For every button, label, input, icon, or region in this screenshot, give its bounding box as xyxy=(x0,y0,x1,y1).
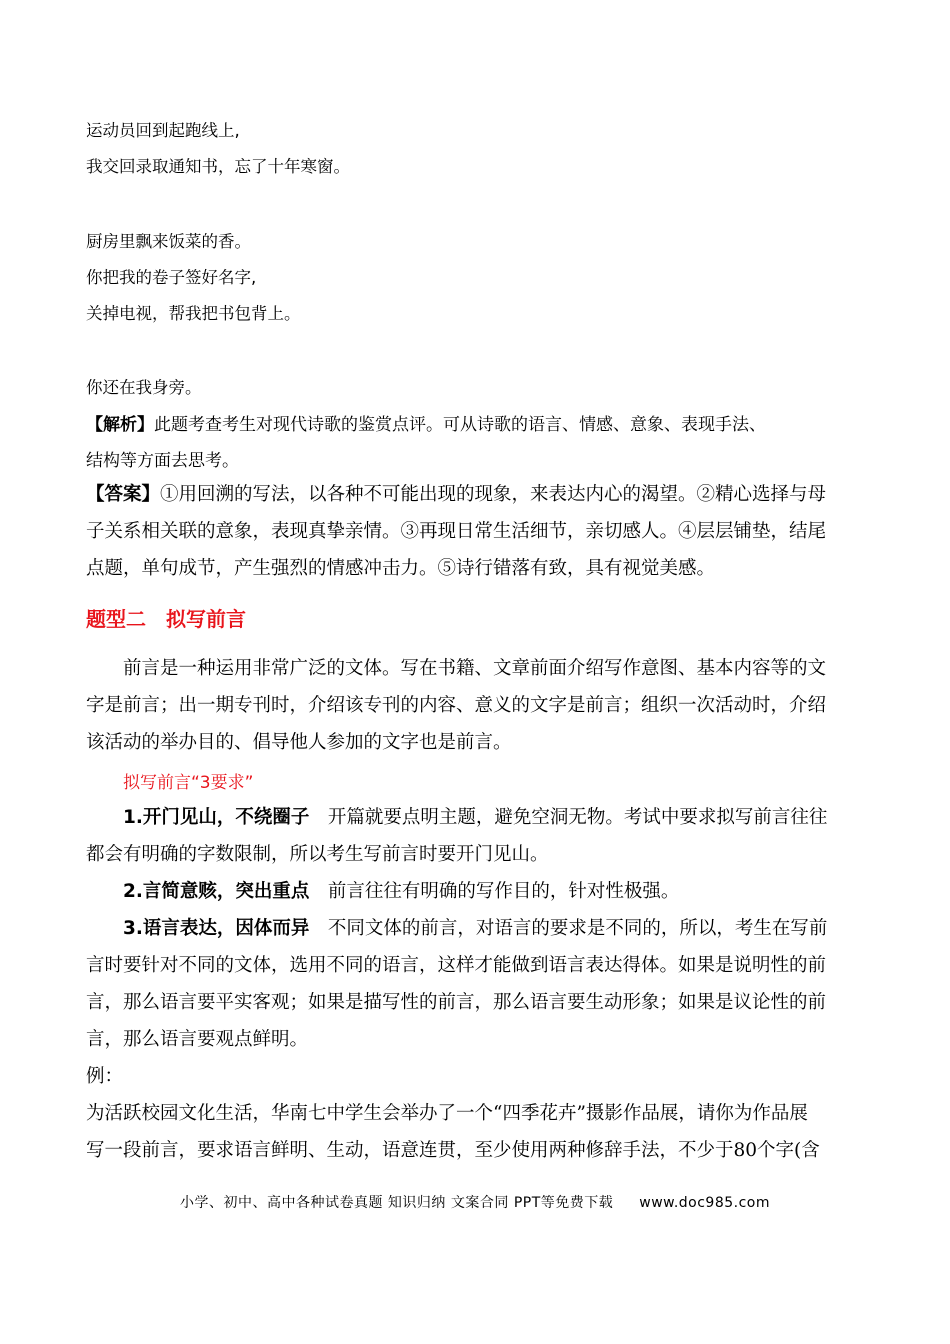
poem-line: 关掉电视，帮我把书包背上。 xyxy=(86,304,301,323)
intro-line: 该活动的举办目的、倡导他人参加的文字也是前言。 xyxy=(86,732,512,753)
answer-tag: 【答案】 xyxy=(86,484,161,505)
answer-line: 子关系相关联的意象，表现真挚亲情。③再现日常生活细节，亲切感人。④层层铺垫，结尾 xyxy=(86,521,827,542)
footer-url[interactable]: www.doc985.com xyxy=(639,1195,771,1211)
poem-line: 你把我的卷子签好名字, xyxy=(86,268,257,287)
poem-line: 运动员回到起跑线上, xyxy=(86,121,240,140)
point-text: 不同文体的前言，对语言的要求是不同的，所以，考生在写前 xyxy=(327,918,828,939)
analysis-text-2: 结构等方面去思考。 xyxy=(86,451,239,471)
section-heading: 题型二 拟写前言 xyxy=(86,607,246,631)
example-label: 例： xyxy=(86,1066,124,1087)
point-text: 都会有明确的字数限制，所以考生写前言时要开门见山。 xyxy=(86,844,549,865)
poem-line: 厨房里飘来饭菜的香。 xyxy=(86,232,251,251)
intro-line: 字是前言；出一期专刊时，介绍该专刊的内容、意义的文字是前言；组织一次活动时，介绍 xyxy=(86,695,827,716)
footer-text: 小学、初中、高中各种试卷真题 知识归纳 文案合同 PPT等免费下载 xyxy=(179,1195,614,1211)
answer-line: 点题，单句成节，产生强烈的情感冲击力。⑤诗行错落有致，具有视觉美感。 xyxy=(86,558,716,579)
point-text: 开篇就要点明主题，避免空洞无物。考试中要求拟写前言往往 xyxy=(327,807,828,828)
answer-block xyxy=(86,476,866,587)
example-line: 写一段前言，要求语言鲜明、生动，语意连贯，至少使用两种修辞手法，不少于80个字(含 xyxy=(86,1140,820,1161)
point-2 xyxy=(86,873,866,910)
point-title: 1.开门见山，不绕圈子 xyxy=(123,807,310,828)
point-text: 言时要针对不同的文体，选用不同的语言，这样才能做到语言表达得体。如果是说明性的前 xyxy=(86,955,827,976)
point-3 xyxy=(86,910,866,1058)
intro-line: 前言是一种运用非常广泛的文体。写在书籍、文章前面介绍写作意图、基本内容等的文 xyxy=(123,658,827,679)
point-text: 言，那么语言要观点鲜明。 xyxy=(86,1029,309,1050)
point-text: 言，那么语言要平实客观；如果是描写性的前言，那么语言要生动形象；如果是议论性的前 xyxy=(86,992,827,1013)
example-line: 为活跃校园文化生活，华南七中学生会举办了一个“四季花卉”摄影作品展，请你为作品展 xyxy=(86,1103,808,1124)
intro-paragraph xyxy=(86,650,866,761)
subheading: 拟写前言“3要求” xyxy=(123,773,254,793)
point-title: 2.言简意赅，突出重点 xyxy=(123,881,310,902)
analysis-tag: 【解析】 xyxy=(86,415,154,435)
poem-line: 你还在我身旁。 xyxy=(86,378,202,397)
point-title: 3.语言表达，因体而异 xyxy=(123,918,310,939)
example-block xyxy=(86,1058,866,1169)
analysis-block xyxy=(86,410,766,435)
answer-line: ①用回溯的写法，以各种不可能出现的现象，来表达内心的渴望。②精心选择与母 xyxy=(160,484,827,505)
point-1 xyxy=(86,799,866,873)
point-text: 前言往往有明确的写作目的，针对性极强。 xyxy=(327,881,680,902)
page-footer xyxy=(0,1192,950,1212)
analysis-text-1: 此题考查考生对现代诗歌的鉴赏点评。可从诗歌的语言、情感、意象、表现手法、 xyxy=(154,415,766,435)
poem-line: 我交回录取通知书，忘了十年寒窗。 xyxy=(86,157,350,176)
